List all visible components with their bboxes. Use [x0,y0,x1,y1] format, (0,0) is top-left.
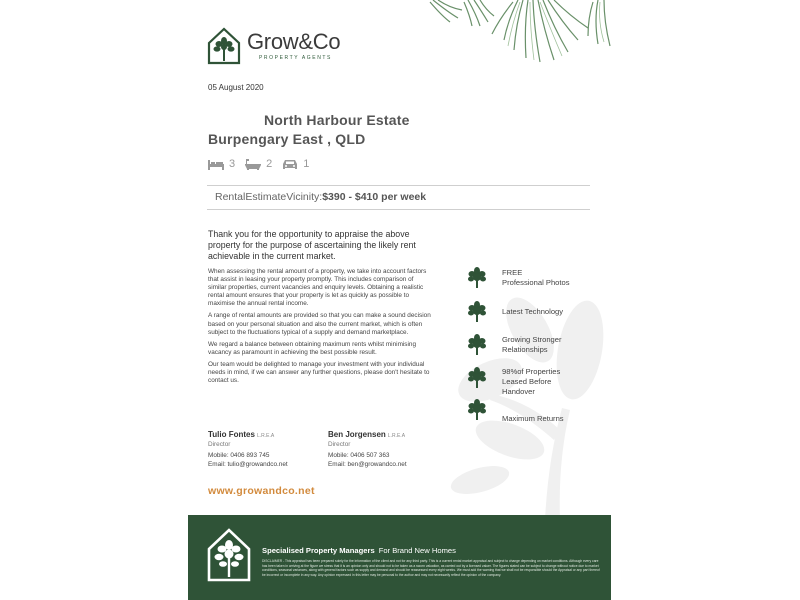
car-icon [282,159,298,170]
tree-icon [468,266,486,288]
rental-estimate [215,191,426,203]
footer-banner [188,515,611,600]
intro-paragraph: Thank you for the opportunity to appraise the above property for the purpose of ascertaining the likely rent achievable in the current market. [208,229,416,261]
brand-name: Grow&Co [247,29,341,54]
body-paragraph: A range of rental amounts are provided so that you can make a sound decision based on your personal situation and also the current market, which is often subject to the fluctuations typical of a supply and demand marketplace. [208,312,431,336]
bathrooms: 2 [245,158,272,170]
appraisal-letter [188,0,611,600]
divider-bottom [207,209,590,210]
disclaimer-text: DISCLAIMER - This appraisal has been prepared solely for the information of the client and not for any third party. This is a current rental market appraisal and subject to change depending on market conditions. Although every care has been taken in arriving at the figure we stress that it is an opinion only and should not to be taken as a sworn valuation, as carried out by a licensed valuer. The figures stated can be subject to change without notice due to market conditions, seasonal variances, along with general factors such as supply and demand and should be reassessed every eight weeks. We must add the warning that we shall not be responsible should the Appraisal or any part thereof be incorrect or incomplete in any way. Any opinion expressed in this letter may be personal to the author and may not necessarily reflect the opinion of the company. [262,559,600,577]
tree-icon [468,366,486,388]
benefit-item: 98%of Properties Leased Before Handover [468,366,486,388]
agent-signature: Tulio Fontes L.R.E.A Director Mobile: 0406 893 745 Email: tulio@growandco.net [208,430,288,468]
bed-icon [208,159,224,170]
divider-top [207,185,590,186]
benefit-item: Maximum Returns [468,398,486,420]
bath-icon [245,159,261,170]
agent-email: Email: ben@growandco.net [328,460,407,468]
agent-name: Ben Jorgensen [328,430,386,439]
letter-date: 05 August 2020 [208,83,264,92]
tree-icon [468,300,486,322]
body-paragraph: Our team would be delighted to manage your investment with your individual needs in mind, if we can answer any further questions, please don't hesitate to contact us. [208,360,430,385]
bedrooms: 3 [208,158,235,170]
letter-body [208,268,433,389]
rental-range: $390 - $410 per week [322,191,427,203]
suburb-name: Burpengary East , QLD [208,131,366,147]
agent-mobile: Mobile: 0406 507 363 [328,452,390,459]
agent-mobile: Mobile: 0406 893 745 [208,452,270,459]
website-link[interactable]: www.growandco.net [208,485,315,497]
benefit-item: Latest Technology [468,300,486,322]
body-paragraph: We regard a balance between obtaining maximum rents whilst minimising vacancy as paramount in achieving the best possible result. [208,340,417,356]
agent-email: Email: tulio@growandco.net [208,460,288,468]
palm-leaves-decoration [428,0,611,80]
agent-role: Director [208,440,231,448]
house-tree-icon [206,527,252,583]
agent-signature: Ben Jorgensen L.R.E.A Director Mobile: 0406 507 363 Email: ben@growandco.net [328,430,407,468]
house-tree-icon [207,27,241,65]
benefit-item: Growing Stronger Relationships [468,333,486,355]
tree-icon [468,398,486,420]
rental-label: RentalEstimateVicinity: [215,191,323,203]
company-logo [207,27,340,65]
body-paragraph: When assessing the rental amount of a property, we take into account factors that assist in leasing your property promptly. This includes comparison of similar properties, current vacancies and enquiry levels. Obtaining a realistic rental amount ensures that your property is let as quickly as possible to maximise the annual rental income. [208,268,427,308]
footer-tagline: Specialised Property Managers For Brand New Homes [262,546,456,555]
brand-subtitle: PROPERTY AGENTS [259,55,332,61]
property-features [208,158,319,170]
tree-icon [468,333,486,355]
benefit-item: FREE Professional Photos [468,266,486,288]
agent-role: Director [328,440,351,448]
estate-name: North Harbour Estate [264,112,410,128]
agent-name: Tulio Fontes [208,430,255,439]
car-spaces: 1 [282,158,309,170]
